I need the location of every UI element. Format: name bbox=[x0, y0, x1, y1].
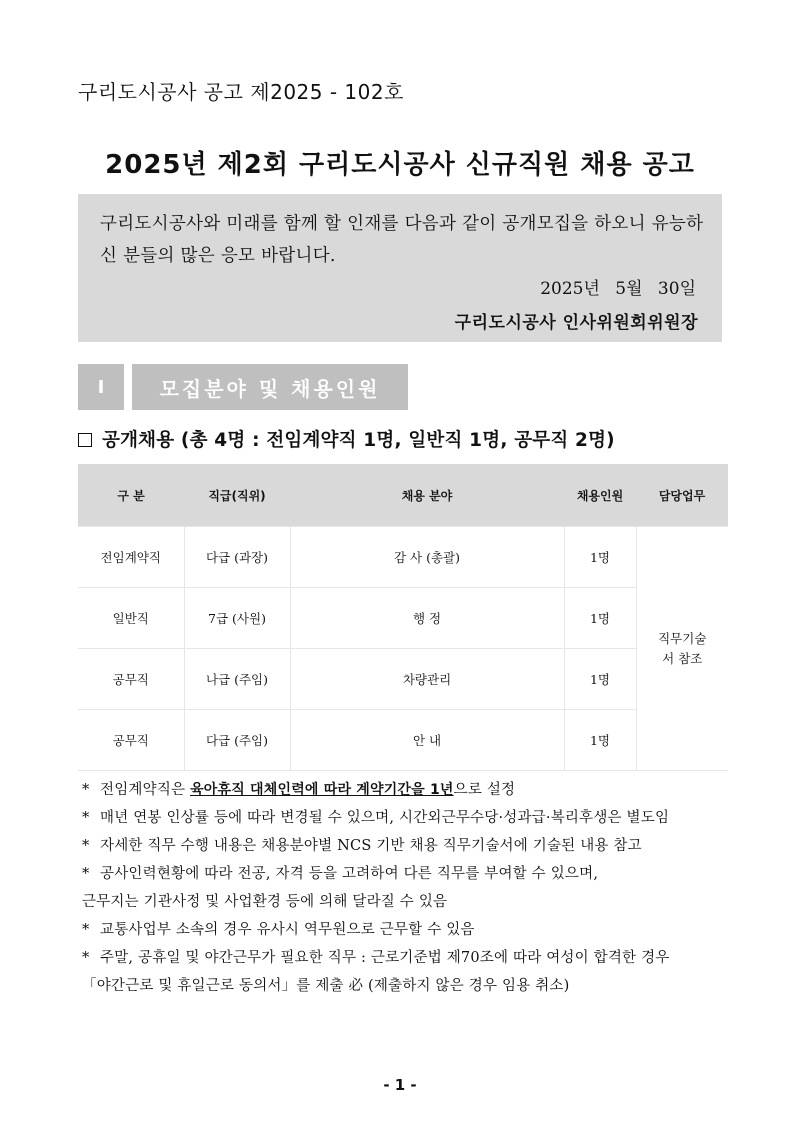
asterisk-icon: * bbox=[82, 922, 90, 938]
notes-list bbox=[82, 776, 742, 1000]
note-text: 「야간근로 및 휴일근로 동의서」를 제출 必 (제출하지 않은 경우 임용 취소) bbox=[82, 978, 570, 994]
cell-field: 안 내 bbox=[290, 710, 564, 771]
note-text: 매년 연봉 인상률 등에 따라 변경될 수 있으며, 시간외근무수당·성과급·복리후생은 별도임 bbox=[100, 810, 670, 826]
note-item bbox=[82, 832, 742, 860]
cell-grade: 7급 (사원) bbox=[184, 588, 290, 649]
cell-field: 감 사 (총괄) bbox=[290, 527, 564, 588]
subheading-text: 공개채용 (총 4명 : 전임계약직 1명, 일반직 1명, 공무직 2명) bbox=[102, 430, 615, 451]
table-row bbox=[78, 649, 728, 710]
header-duty: 담당업무 bbox=[636, 464, 728, 527]
intro-signer: 구리도시공사 인사위원회위원장 bbox=[454, 313, 698, 333]
cell-duty bbox=[636, 527, 728, 771]
table-header-row bbox=[78, 464, 728, 527]
note-text: 교통사업부 소속의 경우 유사시 역무원으로 근무할 수 있음 bbox=[100, 922, 475, 938]
cell-field: 차량관리 bbox=[290, 649, 564, 710]
note-text: 자세한 직무 수행 내용은 채용분야별 NCS 기반 채용 직무기술서에 기술된 내용 참고 bbox=[100, 838, 642, 854]
intro-box bbox=[78, 194, 722, 342]
asterisk-icon: * bbox=[82, 950, 90, 966]
section-title: 모집분야 및 채용인원 bbox=[132, 364, 408, 410]
page-title: 2025년 제2회 구리도시공사 신규직원 채용 공고 bbox=[105, 150, 695, 180]
note-item bbox=[82, 804, 742, 832]
asterisk-icon: * bbox=[82, 838, 90, 854]
table-row bbox=[78, 588, 728, 649]
note-text: 근무지는 기관사정 및 사업환경 등에 의해 달라질 수 있음 bbox=[82, 894, 448, 910]
header-grade: 직급(직위) bbox=[184, 464, 290, 527]
note-emphasis: 육아휴직 대체인력에 따라 계약기간을 1년 bbox=[190, 782, 454, 798]
asterisk-icon: * bbox=[82, 810, 90, 826]
cell-category: 전임계약직 bbox=[78, 527, 184, 588]
checkbox-square-icon bbox=[78, 433, 92, 447]
cell-category: 공무직 bbox=[78, 710, 184, 771]
cell-field: 행 정 bbox=[290, 588, 564, 649]
cell-headcount: 1명 bbox=[564, 588, 636, 649]
intro-date: 2025년 5월 30일 bbox=[540, 279, 696, 299]
asterisk-icon: * bbox=[82, 782, 90, 798]
note-continuation bbox=[82, 972, 742, 1000]
note-text: 공사인력현황에 따라 전공, 자격 등을 고려하여 다른 직무를 부여할 수 있으며, bbox=[100, 866, 599, 882]
cell-grade: 나급 (주임) bbox=[184, 649, 290, 710]
cell-grade: 다급 (주임) bbox=[184, 710, 290, 771]
note-item bbox=[82, 860, 742, 888]
cell-headcount: 1명 bbox=[564, 527, 636, 588]
table-row bbox=[78, 710, 728, 771]
cell-category: 일반직 bbox=[78, 588, 184, 649]
header-category: 구 분 bbox=[78, 464, 184, 527]
note-item bbox=[82, 944, 742, 972]
asterisk-icon: * bbox=[82, 866, 90, 882]
intro-text: 구리도시공사와 미래를 함께 할 인재를 다음과 같이 공개모집을 하오니 유능하신 분들의 많은 응모 바랍니다. bbox=[100, 214, 704, 266]
subheading bbox=[78, 426, 615, 452]
section-number: Ⅰ bbox=[78, 364, 124, 410]
cell-grade: 다급 (과장) bbox=[184, 527, 290, 588]
header-headcount: 채용인원 bbox=[564, 464, 636, 527]
note-text: 으로 설정 bbox=[453, 782, 516, 798]
page-number: - 1 - bbox=[383, 1076, 417, 1094]
duty-text: 직무기술서 참조 bbox=[658, 630, 707, 666]
cell-headcount: 1명 bbox=[564, 710, 636, 771]
recruit-table bbox=[78, 464, 728, 771]
header-field: 채용 분야 bbox=[290, 464, 564, 527]
note-item bbox=[82, 776, 742, 804]
note-item bbox=[82, 916, 742, 944]
cell-category: 공무직 bbox=[78, 649, 184, 710]
note-text: 전임계약직은 bbox=[100, 782, 191, 798]
table-row bbox=[78, 527, 728, 588]
cell-headcount: 1명 bbox=[564, 649, 636, 710]
notice-number: 구리도시공사 공고 제2025 - 102호 bbox=[78, 80, 404, 104]
note-text: 주말, 공휴일 및 야간근무가 필요한 직무 : 근로기준법 제70조에 따라 여성이 합격한 경우 bbox=[100, 950, 670, 966]
note-continuation bbox=[82, 888, 742, 916]
